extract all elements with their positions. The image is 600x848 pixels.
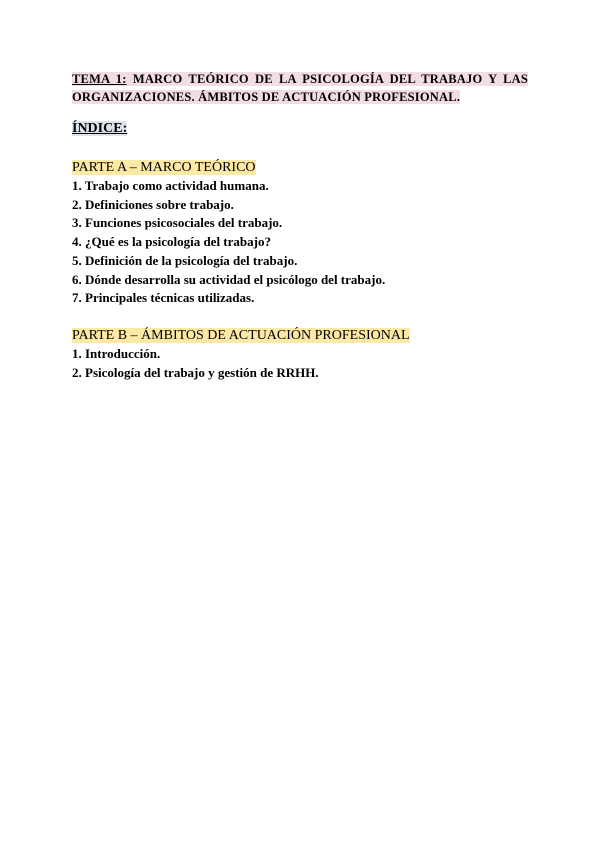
part-b-heading-text: PARTE B – ÁMBITOS DE ACTUACIÓN PROFESIONAL (72, 327, 410, 343)
part-a-list (72, 177, 528, 308)
list-item: 1. Trabajo como actividad humana. (72, 178, 269, 193)
document-page (72, 70, 528, 382)
index-heading (72, 120, 528, 138)
list-item: 5. Definición de la psicología del trabajo. (72, 252, 298, 268)
list-item: 2. Psicología del trabajo y gestión de RRHH. (72, 364, 319, 380)
part-a-heading-text: PARTE A – MARCO TEÓRICO (72, 160, 256, 175)
list-item: 3. Funciones psicosociales del trabajo. (72, 215, 283, 231)
index-label: ÍNDICE: (72, 121, 128, 136)
list-item: 6. Dónde desarrolla su actividad el psicólogo del trabajo. (72, 271, 386, 287)
part-b-heading (72, 326, 528, 345)
part-a-heading (72, 158, 528, 177)
title-text: MARCO TEÓRICO DE LA PSICOLOGÍA DEL TRABAJO Y LAS ORGANIZACIONES. ÁMBITOS DE ACTUACIÓN PROFESIONAL. (72, 72, 528, 104)
title-prefix: TEMA 1: (72, 72, 127, 86)
list-item: 7. Principales técnicas utilizadas. (72, 290, 255, 306)
list-item: 4. ¿Qué es la psicología del trabajo? (72, 234, 271, 250)
document-title (72, 70, 528, 106)
part-b-list (72, 345, 528, 382)
list-item: 1. Introducción. (72, 345, 161, 361)
list-item: 2. Definiciones sobre trabajo. (72, 196, 234, 212)
